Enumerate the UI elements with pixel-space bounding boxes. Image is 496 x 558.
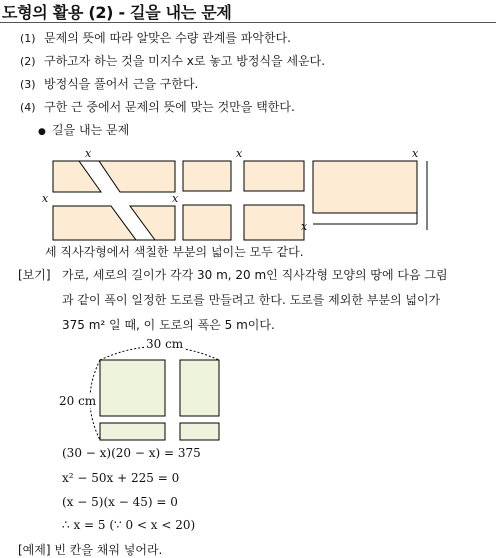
example-region-tr bbox=[180, 360, 219, 416]
step-4-text: 구한 근 중에서 문제의 뜻에 맞는 것만을 택한다. bbox=[44, 100, 295, 114]
equation-3: (x − 5)(x − 45) = 0 bbox=[62, 495, 178, 509]
figure-width-label: 30 cm bbox=[146, 337, 184, 351]
bullet-text: 길을 내는 문제 bbox=[52, 123, 130, 137]
fig2-side-x-label: x bbox=[172, 192, 179, 205]
step-1-text: 문제의 뜻에 따라 알맞은 수량 관계를 파악한다. bbox=[44, 31, 291, 45]
figure-height-label: 20 cm bbox=[59, 394, 97, 408]
page-title: 도형의 활용 (2) - 길을 내는 문제 bbox=[2, 3, 232, 22]
example-tag: [보기] bbox=[18, 268, 51, 282]
example-line-2: 과 같이 폭이 일정한 도로를 만들려고 한다. 도로를 제외한 부분의 넓이가 bbox=[62, 293, 441, 307]
equation-2: x² − 50x + 225 = 0 bbox=[62, 471, 180, 485]
fig3-top-x-label: x bbox=[412, 147, 419, 160]
equation-1: (30 − x)(20 − x) = 375 bbox=[62, 446, 201, 460]
example-region-tl bbox=[100, 360, 165, 416]
step-3-number: (3) bbox=[20, 78, 36, 91]
example-line-1: 가로, 세로의 길이가 각각 30 m, 20 m인 직사각형 모양의 땅에 다음 그림 bbox=[62, 268, 448, 282]
fig1-side-x-label: x bbox=[42, 192, 49, 205]
fig1-top-x-label: x bbox=[85, 147, 92, 160]
example-region-br bbox=[180, 423, 219, 440]
same-area-note: 세 직사각형에서 색칠한 부분의 넓이는 모두 같다. bbox=[45, 245, 304, 259]
bullet-icon: ● bbox=[38, 127, 46, 137]
fig2-top-x-label: x bbox=[236, 147, 243, 160]
step-3-text: 방정식을 풀어서 근을 구한다. bbox=[44, 77, 199, 91]
step-2-number: (2) bbox=[20, 55, 36, 68]
exercise-heading: [예제] 빈 칸을 채워 넣어라. bbox=[18, 543, 163, 557]
equation-4: ∴ x = 5 (∵ 0 < x < 20) bbox=[62, 518, 196, 532]
example-region-bl bbox=[100, 423, 165, 440]
example-line-3: 375 m² 일 때, 이 도로의 폭은 5 m이다. bbox=[62, 318, 275, 332]
fig3-side-x-label: x bbox=[301, 220, 308, 233]
step-2-text: 구하고자 하는 것을 미지수 x로 놓고 방정식을 세운다. bbox=[44, 54, 326, 68]
step-1-number: (1) bbox=[20, 32, 36, 45]
step-4-number: (4) bbox=[20, 101, 36, 114]
